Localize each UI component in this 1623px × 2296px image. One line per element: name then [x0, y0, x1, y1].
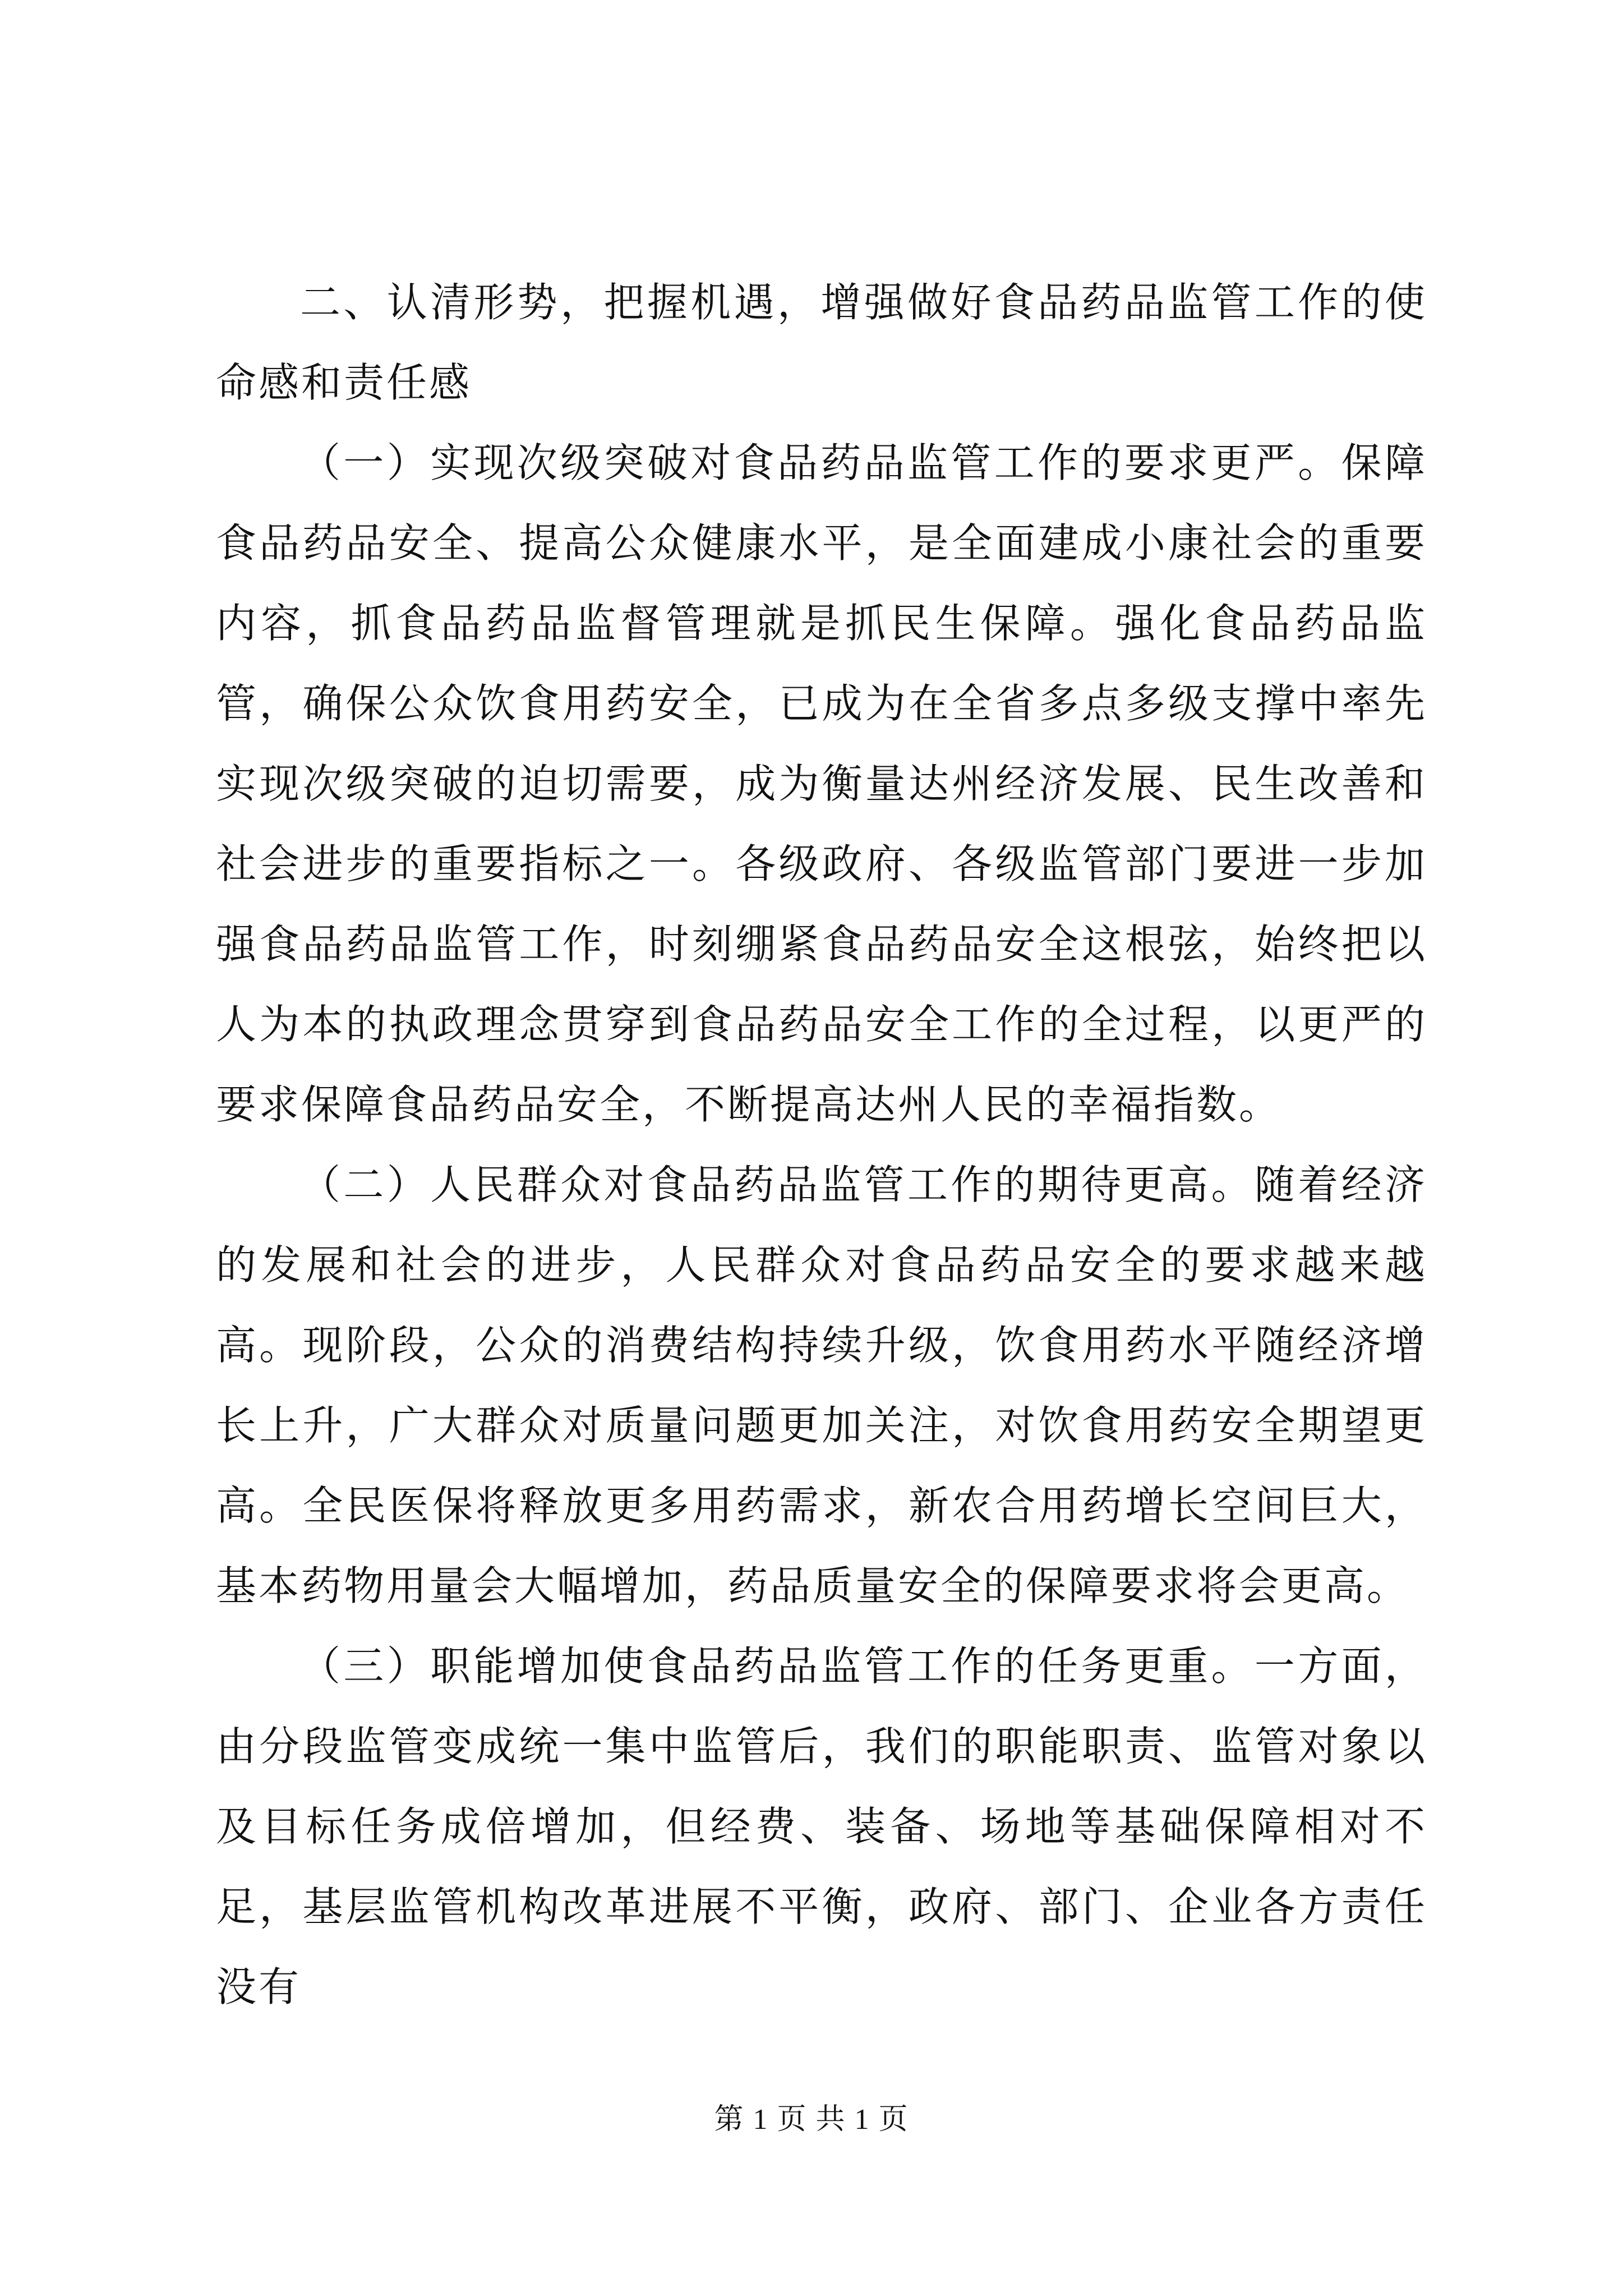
section-heading: 二、认清形势，把握机遇，增强做好食品药品监管工作的使命感和责任感 [216, 279, 1427, 406]
document-body [216, 263, 1427, 2027]
paragraph-3: （三）职能增加使食品药品监管工作的任务更重。一方面，由分段监管变成统一集中监管后，我们的职能职责、监管对象以及目标任务成倍增加，但经费、装备、场地等基础保障相对不足，基层监管机构改革进展不平衡，政府、部门、企业各方责任没有 [216, 1642, 1427, 2010]
page-footer: 第 1 页 共 1 页 [714, 2104, 909, 2136]
paragraph-2: （二）人民群众对食品药品监管工作的期待更高。随着经济的发展和社会的进步，人民群众对食品药品安全的要求越来越高。现阶段，公众的消费结构持续升级，饮食用药水平随经济增长上升，广大群众对质量问题更加关注，对饮食用药安全期望更高。全民医保将释放更多用药需求，新农合用药增长空间巨大，基本药物用量会大幅增加，药品质量安全的保障要求将会更高。 [216, 1161, 1427, 1609]
paragraph-1: （一）实现次级突破对食品药品监管工作的要求更严。保障食品药品安全、提高公众健康水平，是全面建成小康社会的重要内容，抓食品药品监督管理就是抓民生保障。强化食品药品监管，确保公众饮食用药安全，已成为在全省多点多级支撑中率先实现次级突破的迫切需要，成为衡量达州经济发展、民生改善和社会进步的重要指标之一。各级政府、各级监管部门要进一步加强食品药品监管工作，时刻绷紧食品药品安全这根弦，始终把以人为本的执政理念贯穿到食品药品安全工作的全过程，以更严的要求保障食品药品安全，不断提高达州人民的幸福指数。 [216, 439, 1427, 1128]
